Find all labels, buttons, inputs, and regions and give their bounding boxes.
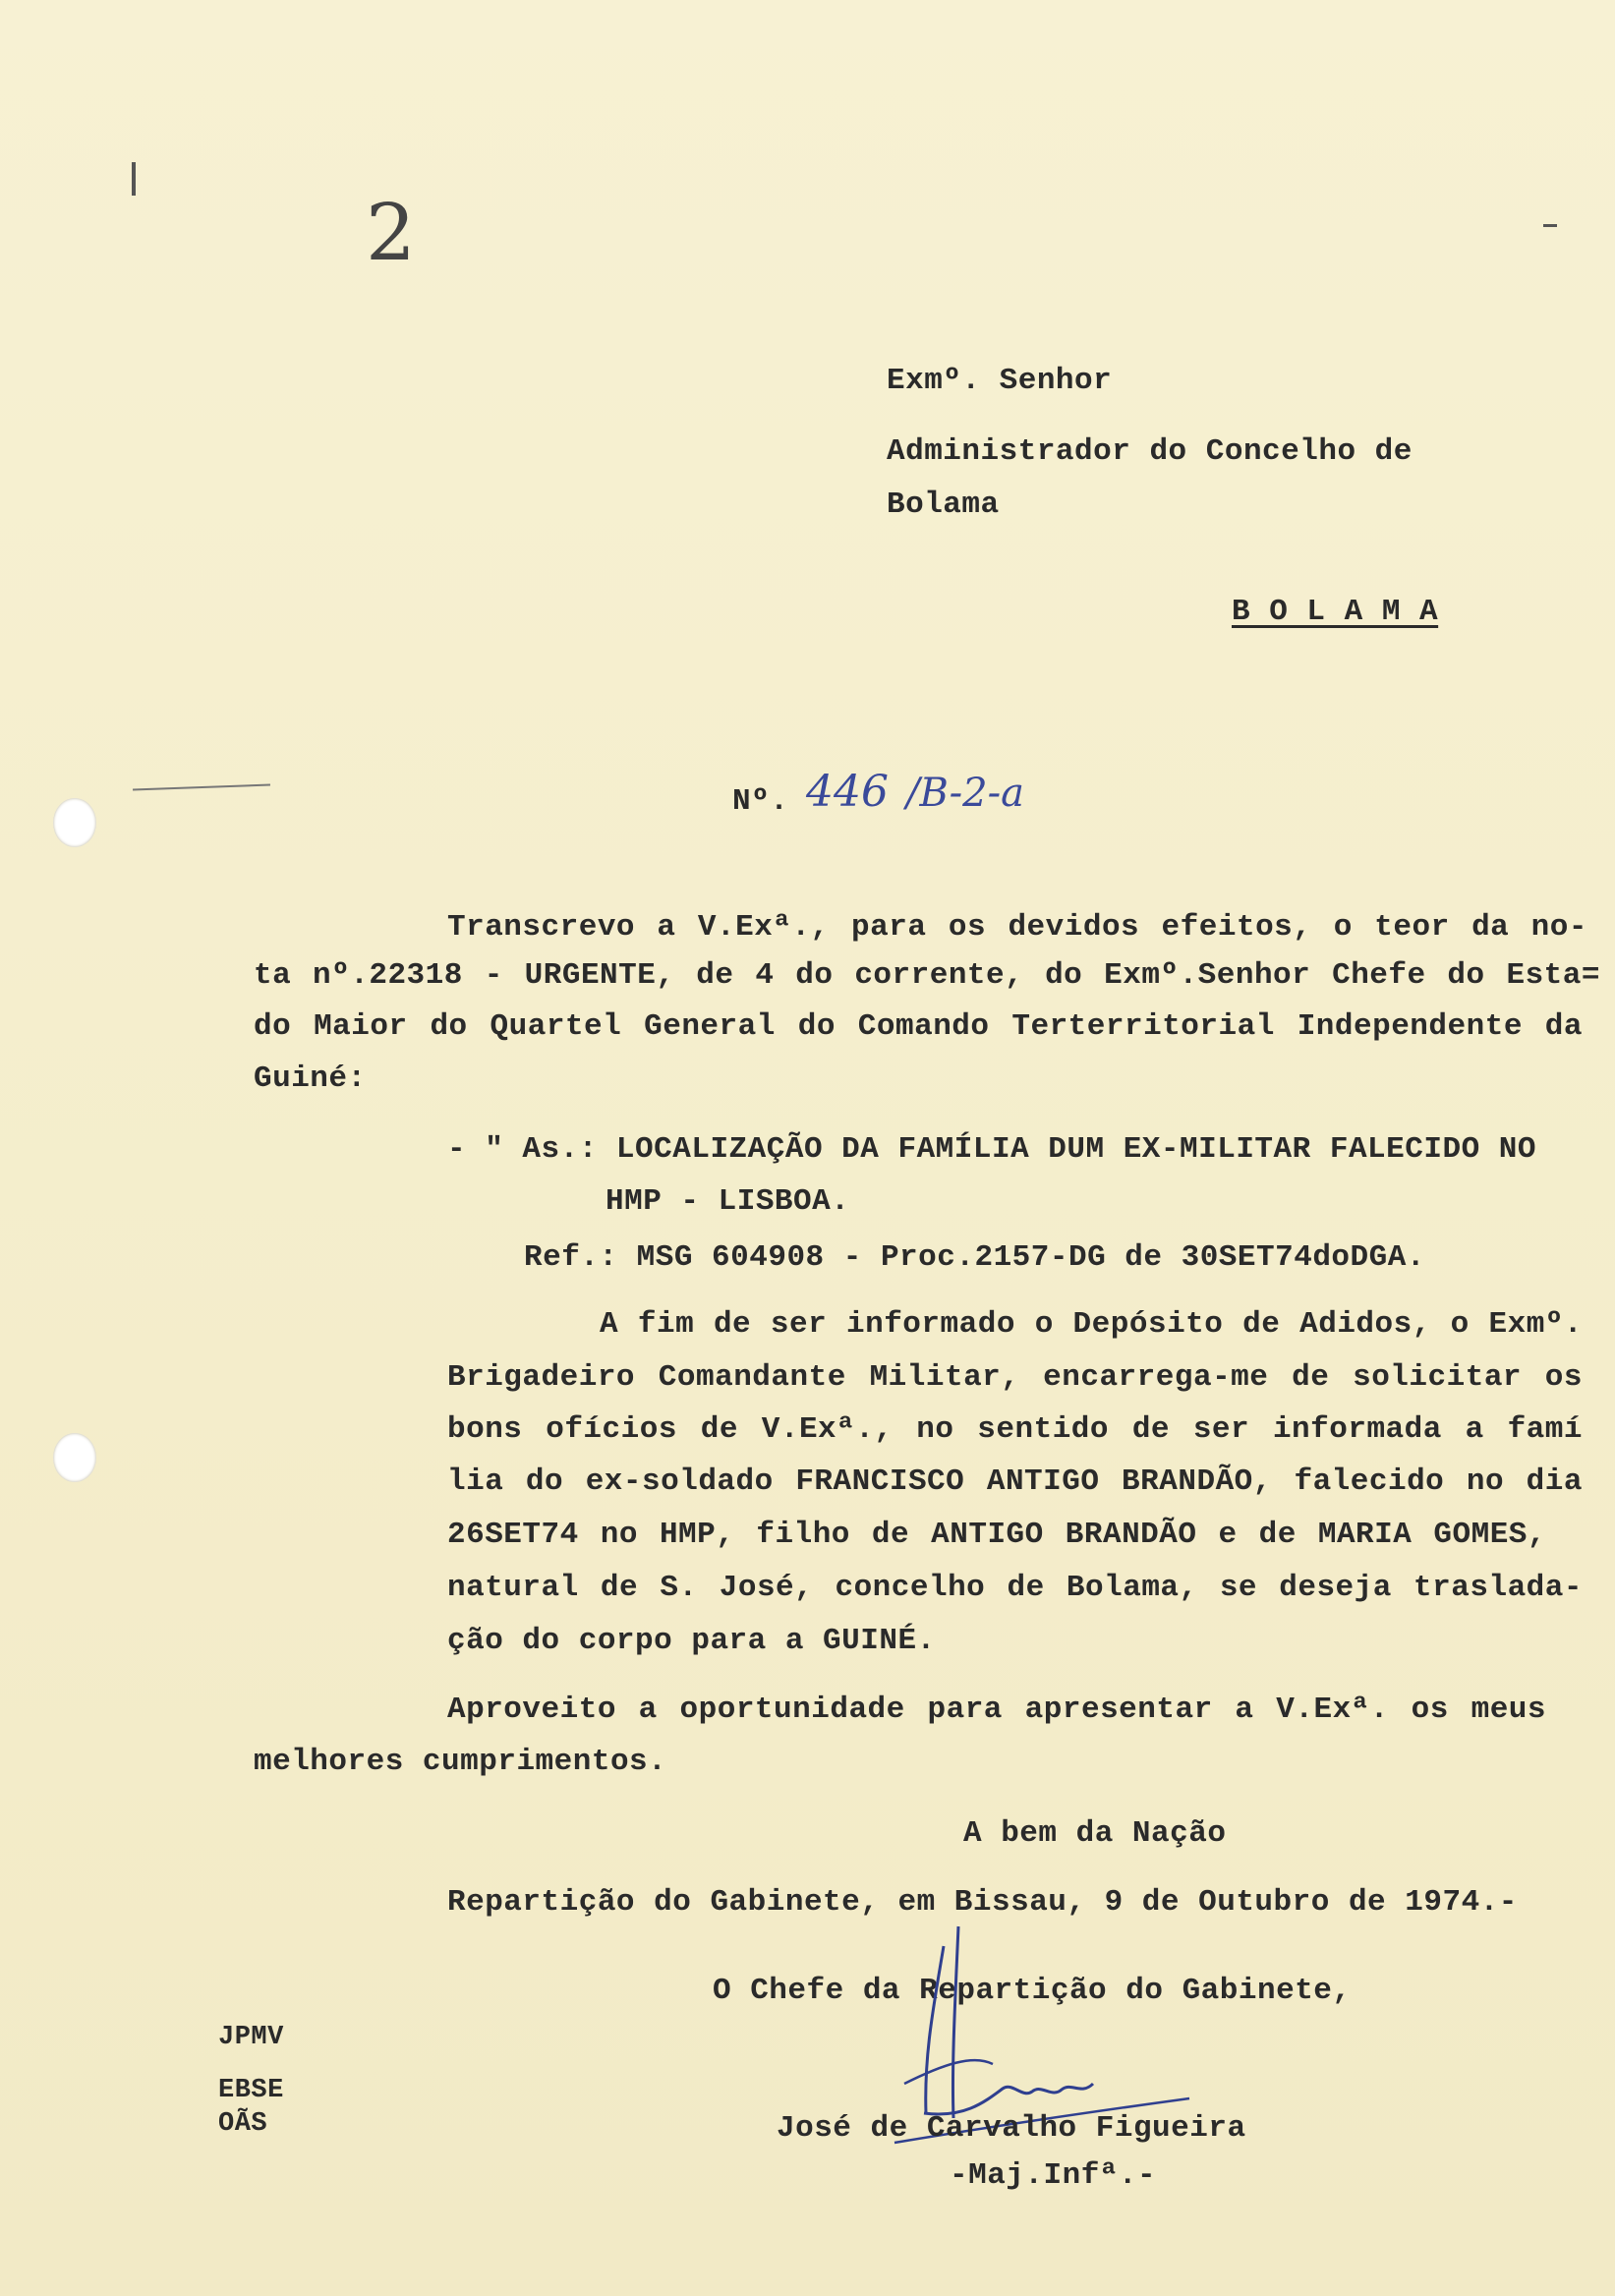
para1-line1: Transcrevo a V.Exª., para os devidos efeitos, o teor da no-	[447, 910, 1587, 945]
para2-line6: natural de S. José, concelho de Bolama, se deseja trasladа-	[447, 1571, 1583, 1605]
para2-line7: ção do corpo para a GUINÉ.	[447, 1624, 936, 1658]
closing-title: O Chefe da Repartição do Gabinete,	[713, 1974, 1352, 2008]
punch-hole-bottom	[53, 1433, 96, 1482]
addressee-line2: Bolama	[887, 488, 1000, 522]
para2-line5: 26SET74 no HMP, filho de ANTIGO BRANDÃO e de MARIA GOMES,	[447, 1518, 1546, 1552]
para1-line4: Guiné:	[254, 1062, 367, 1096]
para2-line2: Brigadeiro Comandante Militar, encarrega-me de solicitar os	[447, 1360, 1583, 1395]
reference-code: /B-2-a	[906, 771, 1024, 816]
para2-line3: bons ofícios de V.Exª., no sentido de ser informada a famí	[447, 1412, 1583, 1447]
margin-mark-right	[1543, 224, 1557, 227]
reference-number: 446	[806, 767, 889, 817]
subject-line1: - " As.: LOCALIZAÇÃO DA FAMÍLIA DUM EX-MILITAR FALECIDO NO	[447, 1132, 1536, 1167]
initials-2: EBSE	[218, 2076, 284, 2105]
signatory-rank: -Maj.Infª.-	[950, 2158, 1157, 2193]
initials-3: OÃS	[218, 2109, 268, 2139]
addressee-line1: Administrador do Concelho de	[887, 434, 1413, 469]
initials-1: JPMV	[218, 2023, 284, 2052]
addressee-salutation: Exmº. Senhor	[887, 364, 1113, 398]
margin-mark	[132, 162, 136, 196]
subject-line2: HMP - LISBOA.	[606, 1184, 850, 1219]
para1-line2: ta nº.22318 - URGENTE, de 4 do corrente, do Exmº.Senhor Chefe do Esta=	[254, 958, 1600, 993]
margin-stroke	[133, 784, 270, 791]
reference-prefix: Nº.	[732, 784, 789, 819]
punch-hole-top	[53, 798, 96, 847]
page-number: 2	[366, 187, 416, 278]
para3-line2: melhores cumprimentos.	[254, 1745, 667, 1779]
para2-line1: A fim de ser informado o Depósito de Adidos, o Exmº.	[600, 1307, 1583, 1342]
para1-line3: do Maior do Quartel General do Comando Terterritorial Independente da	[254, 1009, 1583, 1044]
para2-line4: lia do ex-soldado FRANCISCO ANTIGO BRANDÃO, falecido no dia	[447, 1464, 1583, 1499]
closing-place-date: Repartição do Gabinete, em Bissau, 9 de Outubro de 1974.-	[447, 1885, 1518, 1920]
closing-motto: A bem da Nação	[963, 1816, 1227, 1851]
para3-line1: Aproveito a oportunidade para apresentar a V.Exª. os meus	[447, 1693, 1546, 1727]
addressee-city: B O L A M A	[1232, 595, 1439, 629]
subject-ref: Ref.: MSG 604908 - Proc.2157-DG de 30SET74doDGA.	[524, 1240, 1425, 1275]
signatory-name: José de Carvalho Figueira	[777, 2111, 1246, 2146]
